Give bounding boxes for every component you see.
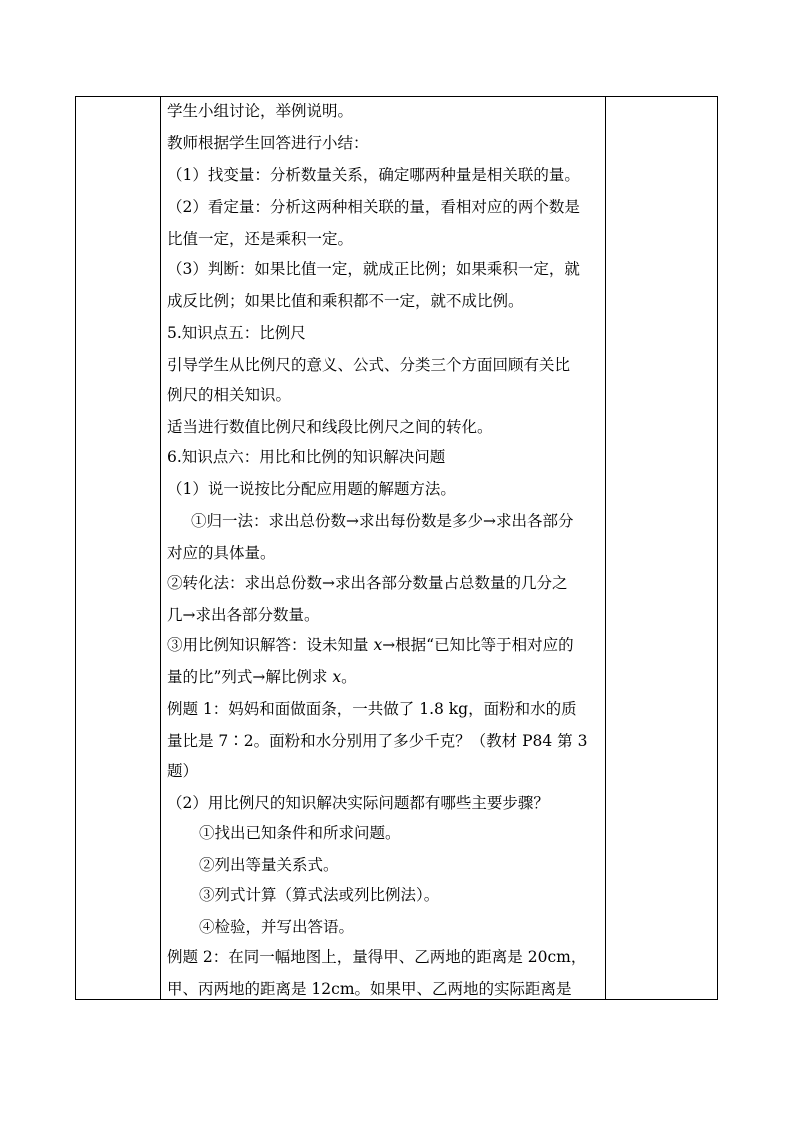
example-line: 量比是 7∶2。面粉和水分别用了多少千克？（教材 P84 第 3: [167, 732, 588, 750]
text-line: ②转化法：求出总份数→求出各部分数量占总数量的几分之: [167, 574, 568, 592]
example-line: 甲、丙两地的距离是 12cm。如果甲、乙两地的实际距离是: [167, 980, 572, 998]
line-period: 。: [341, 668, 357, 686]
line-text-after: →根据“已知比等于相对应的: [382, 636, 574, 654]
text-line: （1）说一说按比分配应用题的解题方法。: [167, 480, 456, 498]
section-heading: 5.知识点五：比例尺: [167, 324, 306, 342]
text-line: 几→求出各部分数量。: [167, 606, 320, 624]
line-text: 量的比”列式→解比例求: [167, 668, 328, 686]
section-heading: 6.知识点六：用比和比例的知识解决问题: [167, 448, 446, 466]
text-line: [167, 635, 574, 655]
text-line: 学生小组讨论，举例说明。: [167, 102, 354, 120]
right-column-cell: [606, 97, 717, 999]
content-column-cell: [161, 97, 606, 999]
text-line: （3）判断：如果比值一定，就成正比例；如果乘积一定，就: [167, 260, 580, 278]
math-variable: x: [332, 668, 342, 686]
example-line: 例题 1：妈妈和面做面条，一共做了 1.8 kg，面粉和水的质: [167, 700, 577, 718]
text-line: 例尺的相关知识。: [167, 386, 292, 404]
text-line: 引导学生从比例尺的意义、公式、分类三个方面回顾有关比: [167, 356, 571, 374]
text-line: （2）用比例尺的知识解决实际问题都有哪些主要步骤？: [167, 794, 549, 812]
text-line: ②列出等量关系式。: [199, 856, 339, 874]
example-line: 例题 2：在同一幅地图上，量得甲、乙两地的距离是 20cm，: [167, 948, 587, 966]
text-line: 对应的具体量。: [167, 544, 276, 562]
text-line: 教师根据学生回答进行小结：: [167, 134, 369, 152]
text-line: 适当进行数值比例尺和线段比例尺之间的转化。: [167, 418, 493, 436]
text-line: ①归一法：求出总份数→求出每份数是多少→求出各部分: [191, 512, 574, 530]
text-line: （2）看定量：分析这两种相关联的量，看相对应的两个数是: [167, 198, 580, 216]
example-line: 题）: [167, 762, 199, 780]
text-line: 比值一定，还是乘积一定。: [167, 230, 354, 248]
text-line: （1）找变量：分析数量关系，确定哪两种量是相关联的量。: [167, 166, 580, 184]
text-line: [167, 667, 357, 687]
text-line: ④检验，并写出答语。: [199, 918, 355, 936]
text-line: ①找出已知条件和所求问题。: [199, 824, 401, 842]
line-text-before: ③用比例知识解答：设未知量: [167, 636, 374, 654]
text-line: 成反比例；如果比值和乘积都不一定，就不成比例。: [167, 292, 524, 310]
left-column-cell: [76, 97, 161, 999]
text-line: ③列式计算（算式法或列比例法）。: [199, 886, 440, 904]
lesson-table: [75, 96, 718, 1000]
math-variable: x: [373, 636, 383, 654]
